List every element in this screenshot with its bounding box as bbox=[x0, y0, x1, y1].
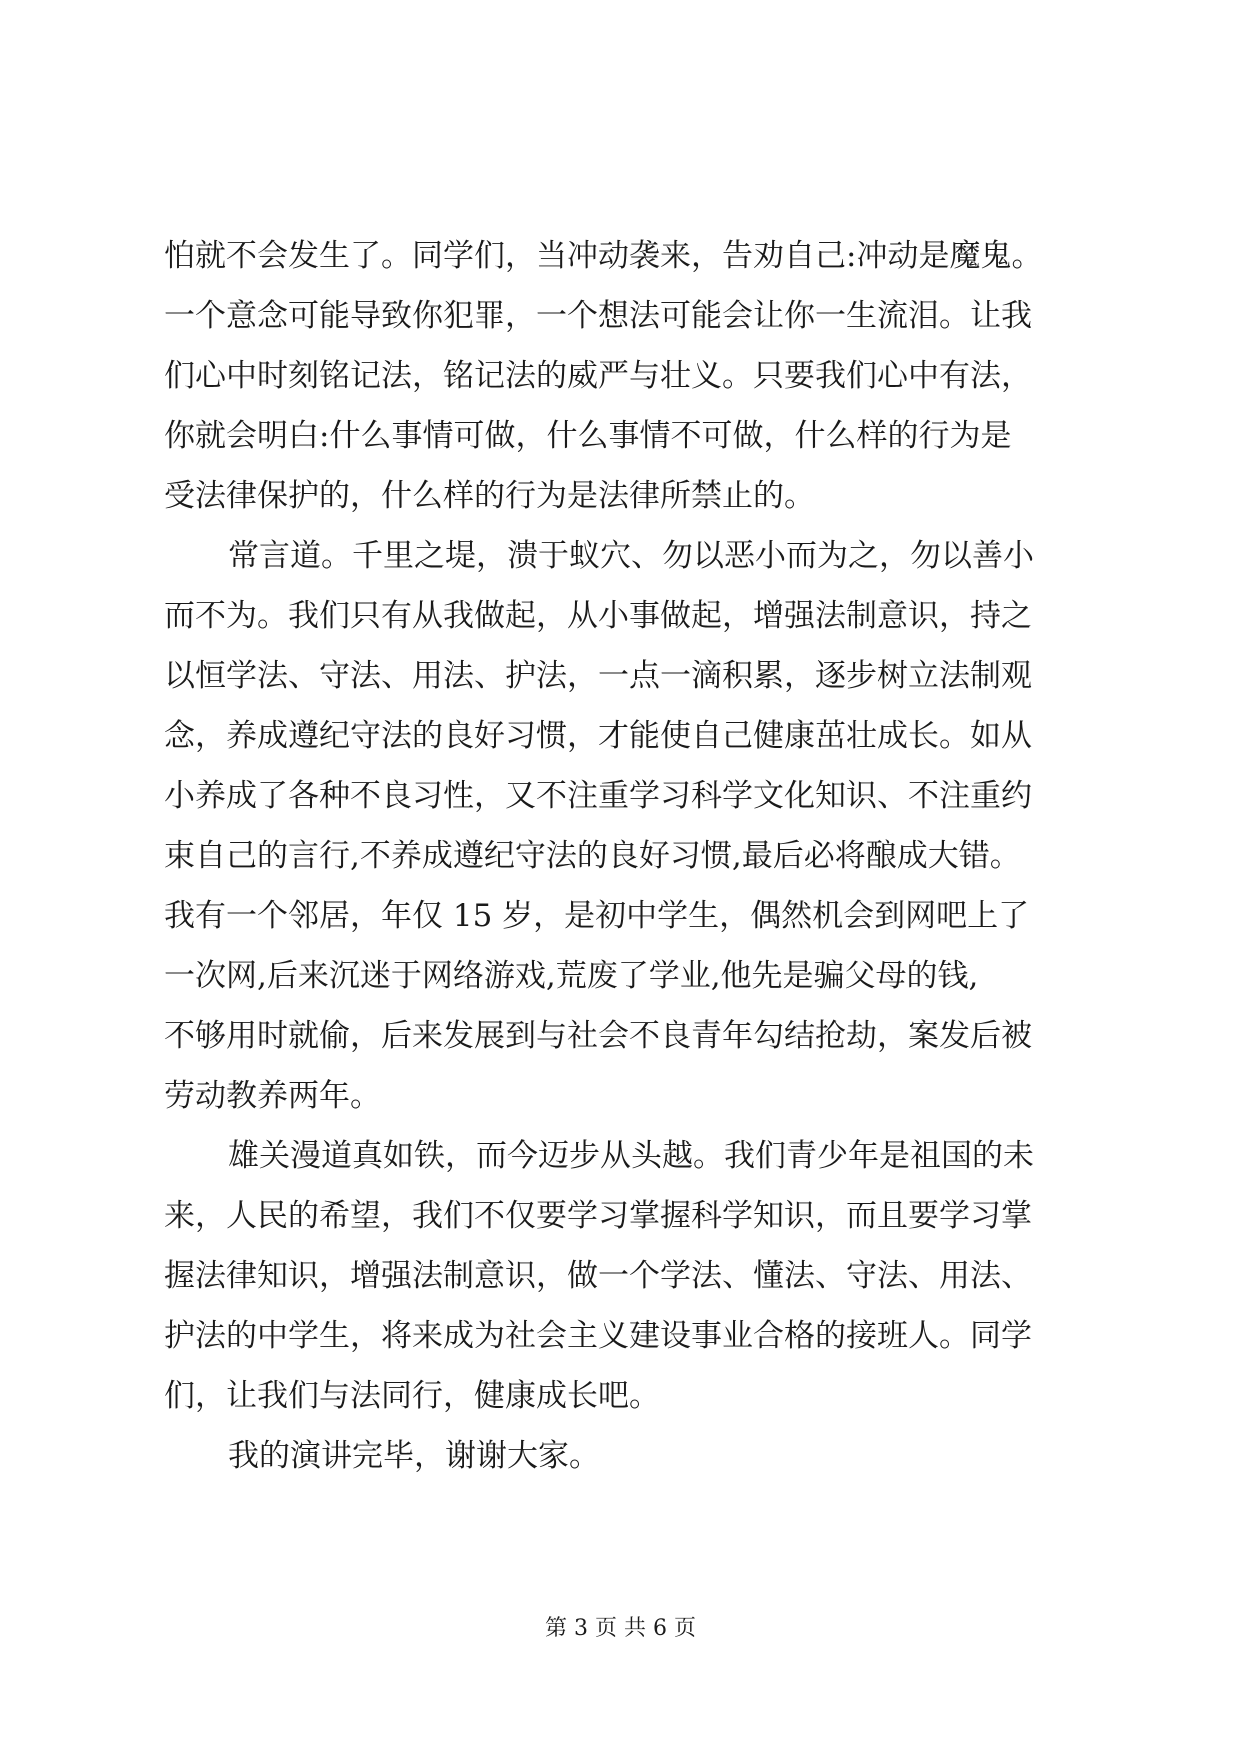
paragraph-first-line: 雄关漫道真如铁，而今迈步从头越。我们青少年是祖国的未 bbox=[228, 1138, 1034, 1174]
text-line: 不够用时就偷，后来发展到与社会不良青年勾结抢劫，案发后被 bbox=[164, 1018, 1032, 1054]
text-line: 以恒学法、守法、用法、护法，一点一滴积累，逐步树立法制观 bbox=[164, 658, 1032, 694]
text-line: 来，人民的希望，我们不仅要学习掌握科学知识，而且要学习掌 bbox=[164, 1198, 1032, 1234]
text-line: 们，让我们与法同行，健康成长吧。 bbox=[164, 1378, 660, 1414]
page-number-footer: 第 3 页 共 6 页 bbox=[545, 1616, 696, 1641]
text-line: 一次网,后来沉迷于网络游戏,荒废了学业,他先是骗父母的钱, bbox=[164, 958, 979, 994]
text-line: 束自己的言行,不养成遵纪守法的良好习惯,最后必将酿成大错。 bbox=[164, 838, 1021, 874]
text-line: 我有一个邻居，年仅 15 岁，是初中学生，偶然机会到网吧上了 bbox=[164, 898, 1030, 934]
body-text bbox=[164, 226, 1094, 1486]
text-line: 一个意念可能导致你犯罪，一个想法可能会让你一生流泪。让我 bbox=[164, 298, 1032, 334]
text-line: 而不为。我们只有从我做起，从小事做起，增强法制意识，持之 bbox=[164, 598, 1032, 634]
text-line: 小养成了各种不良习性，又不注重学习科学文化知识、不注重约 bbox=[164, 778, 1032, 814]
paragraph-first-line: 常言道。千里之堤，溃于蚁穴、勿以恶小而为之，勿以善小 bbox=[228, 538, 1034, 574]
text-line: 护法的中学生，将来成为社会主义建设事业合格的接班人。同学 bbox=[164, 1318, 1032, 1354]
text-line: 念，养成遵纪守法的良好习惯，才能使自己健康茁壮成长。如从 bbox=[164, 718, 1032, 754]
text-line: 怕就不会发生了。同学们，当冲动袭来，告劝自己:冲动是魔鬼。 bbox=[164, 238, 1043, 274]
text-line: 你就会明白:什么事情可做，什么事情不可做，什么样的行为是 bbox=[164, 418, 1012, 454]
paragraph-first-line: 我的演讲完毕，谢谢大家。 bbox=[228, 1438, 600, 1474]
text-line: 受法律保护的，什么样的行为是法律所禁止的。 bbox=[164, 478, 815, 514]
text-line: 劳动教养两年。 bbox=[164, 1078, 381, 1114]
text-line: 握法律知识，增强法制意识，做一个学法、懂法、守法、用法、 bbox=[164, 1258, 1032, 1294]
text-line: 们心中时刻铭记法，铭记法的威严与壮义。只要我们心中有法， bbox=[164, 358, 1032, 394]
